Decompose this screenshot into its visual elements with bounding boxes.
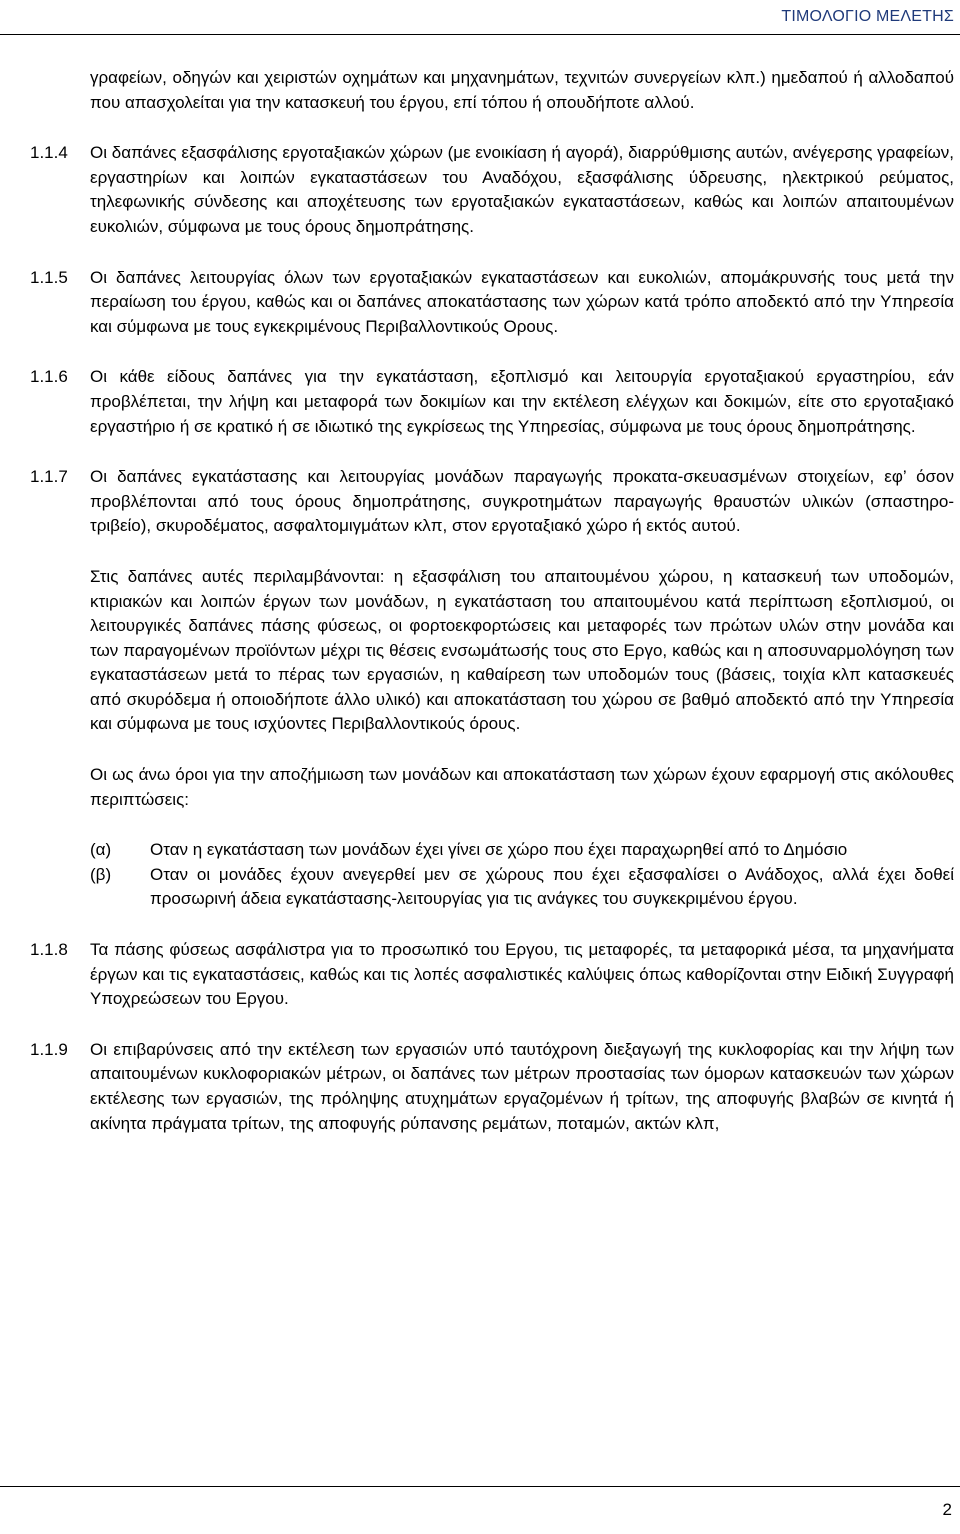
- sub-item-b: [90, 863, 954, 912]
- item-1-1-7: [30, 465, 954, 539]
- item-1-1-8: [30, 938, 954, 1012]
- sub-item-text: Οταν η εγκατάσταση των μονάδων έχει γίνει σε χώρο που έχει παραχωρηθεί από το Δημόσιο: [150, 840, 848, 860]
- item-text: Οι δαπάνες εξασφάλισης εργοταξιακών χώρων (με ενοικίαση ή αγορά), διαρρύθμισης αυτών, ανέγερσης γραφείων, εργαστηρίων και λοιπών εγκαταστάσεων του Αναδόχου, εξασφάλισης ύδρευσης, ηλεκτρικού ρεύματος, τηλεφωνικής σύνδεσης και αποχέτευσης των εργοταξιακών εγκαταστάσεων, καθώς και λοιπών απαιτουμένων ευκολιών, σύμφωνα με τους όρους δημοπράτησης.: [90, 143, 954, 236]
- item-number: 1.1.4: [30, 143, 68, 163]
- item-1-1-4: [30, 141, 954, 239]
- item-number: 1.1.7: [30, 467, 68, 487]
- item-text: Οι δαπάνες εγκατάστασης και λειτουργίας μονάδων παραγωγής προκατα-σκευασμένων στοιχείων, εφ’ όσον προβλέπονται από τους όρους δημοπράτησης, συγκροτημάτων παραγωγής θραυστών υλικών (σπαστηρο-τριβείο), σκυροδέματος, ασφαλτομιγμάτων κλπ, στον εργοταξιακό χώρο ή εκτός αυτού.: [90, 467, 954, 536]
- footer-divider: [0, 1486, 960, 1487]
- item-number: 1.1.9: [30, 1039, 68, 1059]
- body-paragraph: Οι ως άνω όροι για την αποζήμιωση των μονάδων και αποκατάσταση των χώρων έχουν εφαρμογή στις ακόλουθες περιπτώσεις:: [90, 765, 954, 809]
- item-text: Οι δαπάνες λειτουργίας όλων των εργοταξιακών εγκαταστάσεων και ευκολιών, απομάκρυνσής τους μετά την περαίωση του έργου, καθώς και οι δαπάνες αποκατάστασης των χώρων κατά τρόπο αποδεκτό από την Υπηρεσία και σύμφωνα με τους εγκεκριμένους Περιβαλλοντικούς Ορους.: [90, 267, 954, 336]
- sub-item-a: [90, 838, 954, 863]
- sub-item-label: (β): [90, 864, 112, 884]
- document-body: [30, 66, 954, 1162]
- item-1-1-9: [30, 1038, 954, 1136]
- item-number: 1.1.6: [30, 367, 68, 387]
- item-1-1-5: [30, 266, 954, 340]
- item-text: Οι κάθε είδους δαπάνες για την εγκατάσταση, εξοπλισμό και λειτουργία εργοταξιακού εργαστηρίου, εάν προβλέπεται, την λήψη και μεταφορά των δοκιμίων και την εκτέλεση ελέγχων και δοκιμών, είτε στο εργοταξιακό εργαστήριο ή σε κρατικό ή σε ιδιωτικό της εγκρίσεως της Υπηρεσίας, σύμφωνα με τους όρους δημοπράτησης.: [90, 367, 954, 436]
- sub-item-text: Οταν οι μονάδες έχουν ανεγερθεί μεν σε χώρους που έχει εξασφαλίσει ο Ανάδοχος, αλλά έχει δοθεί προσωρινή άδεια εγκατάστασης-λειτουργίας για τις ανάγκες του συγκεκριμένου έργου.: [150, 864, 954, 909]
- body-paragraph: Στις δαπάνες αυτές περιλαμβάνονται: η εξασφάλιση του απαιτουμένου χώρου, η κατασκευή των υποδομών, κτιριακών και λοιπών έργων των μονάδων, η εγκατάσταση του απαιτουμένου κατά περίπτωση εξοπλισμού, οι λειτουργικές δαπάνες πάσης φύσεως, οι φορτοεκφορτώσεις και μεταφορές των πρώτων υλών στην μονάδα και των παραγομένων προϊόντων μέχρι τις θέσεις ενσωμάτωσής τους στο Εργο, καθώς και η αποσυναρμολόγηση των εγκαταστάσεων μετά το πέρας των εργασιών, η καθαίρεση των υποδομών τους (βάσεις, τοιχία κλπ κατασκευές από σκυρόδεμα ή οποιοδήποτε άλλο υλικό) και αποκατάσταση του χώρου σε βαθμό αποδεκτό από την Υπηρεσία και σύμφωνα με τους ισχύοντες Περιβαλλοντικούς όρους.: [90, 566, 954, 734]
- item-1-1-6: [30, 365, 954, 439]
- sub-item-label: (α): [90, 840, 112, 860]
- sub-item-list: [30, 838, 954, 912]
- page-number: 2: [942, 1500, 952, 1519]
- item-text: Τα πάσης φύσεως ασφάλιστρα για το προσωπικό του Εργου, τις μεταφορές, τα μεταφορικά μέσα, τα μηχανήματα έργων και τις εγκαταστάσεις, καθώς και τις λοπές ασφαλιστικές καλύψεις όπως καθορίζονται στην Ειδική Συγγραφή Υποχρεώσεων του Εργου.: [90, 940, 954, 1009]
- continuation-paragraph: γραφείων, οδηγών και χειριστών οχημάτων και μηχανημάτων, τεχνιτών συνεργείων κλπ.) ημεδαπού ή αλλοδαπού που απασχολείται για την κατασκευή του έργου, επί τόπου ή οπουδήποτε αλλού.: [90, 68, 954, 112]
- header-divider: [0, 34, 960, 35]
- running-header: ΤΙΜΟΛΟΓΙΟ ΜΕΛΕΤΗΣ: [781, 8, 954, 25]
- item-text: Οι επιβαρύνσεις από την εκτέλεση των εργασιών υπό ταυτόχρονη διεξαγωγή της κυκλοφορίας και την λήψη των απαιτουμένων κυκλοφοριακών μέτρων, οι δαπάνες των μέτρων προστασίας των όμορων κατασκευών των χώρων εκτέλεσης των εργασιών, της πρόληψης ατυχημάτων εργαζομένων ή τρίτων, της αποφυγής βλαβών σε κινητά ή ακίνητα πράγματα τρίτων, της αποφυγής ρύπανσης ρεμάτων, ποταμών, ακτών κλπ,: [90, 1039, 954, 1133]
- item-number: 1.1.8: [30, 940, 68, 960]
- item-number: 1.1.5: [30, 267, 68, 287]
